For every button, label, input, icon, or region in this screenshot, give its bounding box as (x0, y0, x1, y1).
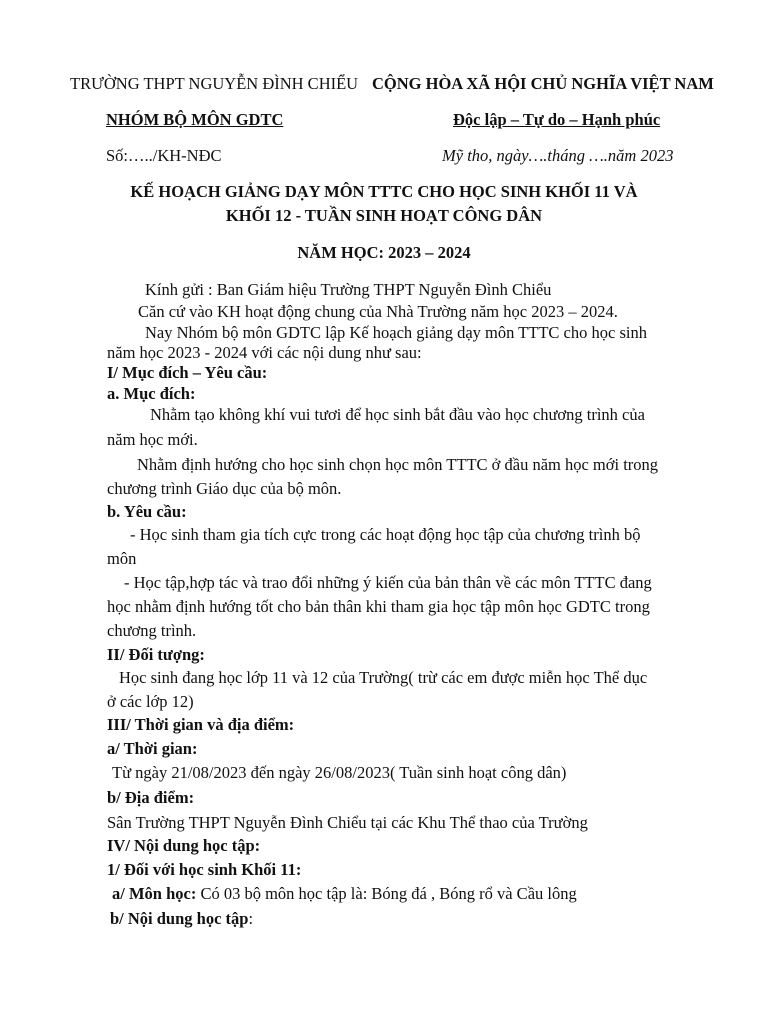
doc-number: Số:…../KH-NĐC (106, 146, 222, 165)
section-1-heading: I/ Mục đích – Yêu cầu: (107, 363, 268, 382)
group-name: NHÓM BỘ MÔN GDTC (106, 110, 284, 129)
content-colon: : (248, 909, 254, 928)
purpose-p1-line-1: Nhằm tạo không khí vui tươi để học sinh bắt đầu vào học chương trình của (150, 405, 645, 424)
subject-text: Có 03 bộ môn học tập là: Bóng đá , Bóng rổ và Cầu lông (196, 884, 577, 903)
target-line-1: Học sinh đang học lớp 11 và 12 của Trường( trừ các em được miễn học Thể dục (119, 668, 648, 687)
school-year: NĂM HỌC: 2023 – 2024 (297, 243, 471, 262)
grade-11-heading: 1/ Đối với học sinh Khối 11: (107, 860, 302, 879)
purpose-p2-line-1: Nhằm định hướng cho học sinh chọn học môn TTTC ở đầu năm học mới trong (137, 455, 659, 474)
statement-line-2: năm học 2023 - 2024 với các nội dung như sau: (107, 343, 422, 362)
time-heading: a/ Thời gian: (107, 739, 198, 758)
requirement-heading: b. Yêu cầu: (107, 502, 187, 521)
title-line-2: KHỐI 12 - TUẦN SINH HOẠT CÔNG DÂN (225, 206, 543, 225)
addressee: Kính gửi : Ban Giám hiệu Trường THPT Nguyễn Đình Chiểu (145, 280, 552, 299)
requirement-1-line-1: - Học sinh tham gia tích cực trong các hoạt động học tập của chương trình bộ (130, 525, 641, 544)
requirement-2-line-1: - Học tập,hợp tác và trao đổi những ý kiến của bản thân về các môn TTTC đang (124, 573, 652, 592)
section-4-heading: IV/ Nội dung học tập: (107, 836, 261, 855)
place-date: Mỹ tho, ngày….tháng ….năm 2023 (442, 146, 674, 165)
statement-line-1: Nay Nhóm bộ môn GDTC lập Kế hoạch giảng dạy môn TTTC cho học sinh (145, 323, 647, 342)
basis: Căn cứ vào KH hoạt động chung của Nhà Trường năm học 2023 – 2024. (138, 302, 618, 321)
title-line-1: KẾ HOẠCH GIẢNG DẠY MÔN TTTC CHO HỌC SINH KHỐI 11 VÀ (130, 182, 638, 201)
subject-label: a/ Môn học: (112, 884, 197, 903)
purpose-heading: a. Mục đích: (107, 384, 196, 403)
place-heading: b/ Địa điểm: (107, 788, 195, 807)
requirement-2-line-2: học nhằm định hướng tốt cho bản thân khi tham gia học tập môn học GDTC trong (107, 597, 650, 616)
target-line-2: ở các lớp 12) (107, 692, 194, 711)
section-3-heading: III/ Thời gian và địa điểm: (107, 715, 295, 734)
school-name: TRƯỜNG THPT NGUYỄN ĐÌNH CHIỂU (70, 74, 359, 93)
motto-text: Độc lập – Tự do – Hạnh phúc (453, 110, 661, 129)
section-2-heading: II/ Đối tượng: (107, 645, 205, 664)
content-line (110, 909, 253, 929)
requirement-2-line-3: chương trình. (107, 621, 197, 640)
subject-line (112, 884, 577, 904)
requirement-1-line-2: môn (107, 549, 137, 568)
content-label: b/ Nội dung học tập (110, 909, 249, 928)
place-text: Sân Trường THPT Nguyễn Đình Chiểu tại các Khu Thể thao của Trường (107, 813, 588, 832)
purpose-p1-line-2: năm học mới. (107, 430, 198, 449)
purpose-p2-line-2: chương trình Giáo dục của bộ môn. (107, 479, 342, 498)
nation-name: CỘNG HÒA XÃ HỘI CHỦ NGHĨA VIỆT NAM (372, 74, 714, 93)
time-text: Từ ngày 21/08/2023 đến ngày 26/08/2023( Tuần sinh hoạt công dân) (112, 763, 567, 782)
motto (453, 110, 660, 130)
